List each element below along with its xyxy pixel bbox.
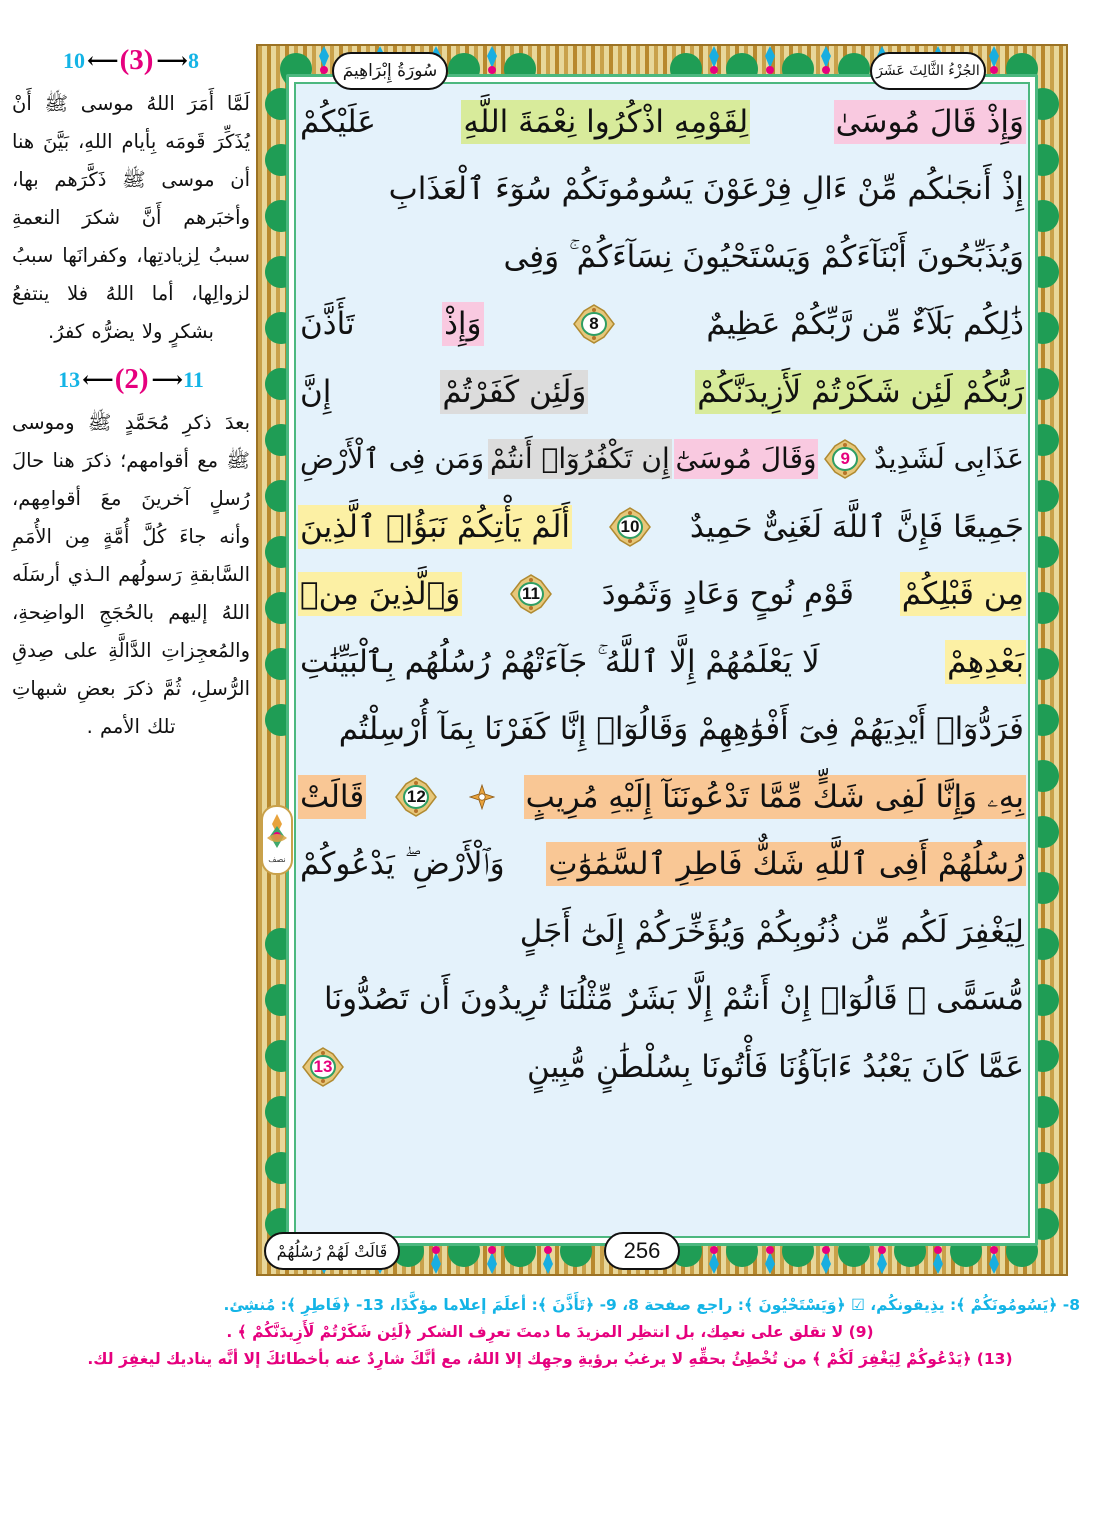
page-number: 256 [623, 1238, 661, 1263]
footer-phrase: قَالَتْ لَهُمْ رُسُلُهُمْ [276, 1241, 388, 1261]
svg-text:نصف: نصف [268, 855, 286, 864]
ayah-number: 9 [840, 449, 851, 469]
ayah-line [298, 831, 1026, 899]
ayah-segment: وَٱلْأَرْضِ ۖ يَدْعُوكُمْ [300, 846, 505, 883]
marker-left-number: 10 [63, 47, 86, 73]
quran-text-frame [256, 44, 1068, 1276]
ayah-segment: وَإِذْ قَالَ مُوسَىٰ [834, 100, 1026, 144]
ayah-segment: إِذْ أَنجَىٰكُم مِّنْ ءَالِ فِرْعَوْنَ يَسُومُونَكُمْ سُوٓءَ ٱلْعَذَابِ [388, 171, 1024, 208]
ayah-segment: وَيُذَبِّحُونَ أَبْنَآءَكُمْ وَيَسْتَحْيُونَ نِسَآءَكُمْ ۚ وَفِى [503, 238, 1024, 275]
ayah-segment: بِهِۦ وَإِنَّا لَفِى شَكٍّ مِّمَّا تَدْعُونَنَآ إِلَيْهِ مُرِيبٍ [524, 775, 1026, 819]
ayah-line [298, 763, 1026, 831]
section-marker-2 [12, 365, 250, 394]
ayah-line [298, 358, 1026, 426]
ayah-line [298, 88, 1026, 156]
ayah-segment: عَلَيْكُمْ [300, 103, 376, 140]
ayah-number-medallion[interactable] [607, 507, 653, 547]
ayah-number-medallion[interactable] [571, 304, 617, 344]
ayah-segment: عَذَابِى لَشَدِيدٌ [874, 442, 1024, 476]
ayah-segment: وَإِذْ [442, 302, 483, 346]
ayah-segment: إِنَّ [300, 373, 332, 410]
tafsir-paragraph-1 [12, 85, 250, 351]
marker2-left-number: 13 [58, 366, 81, 392]
ayah-number: 11 [521, 584, 540, 604]
surah-title: سُورَةُ إِبْرَاهِيمَ [342, 61, 438, 81]
tafsir-text-1: لَمَّا أَمَرَ اللهُ موسى ﷺ أَنْ يُذَكِّرَ قَومَه بِأيام اللهِ، بَيَّنَ هنا أن موسى ﷺ ذَكَّرَهم بها، وأخبَرهم أَنَّ شكرَ النعمةِ سببُ لِزيادتِها، وكفرانَها سببُ لزوالِها، أما اللهُ فلا ينتفعُ بشكرٍ ولا يضرُّه كفرُ. [12, 92, 250, 344]
page-number-cartouche [604, 1232, 680, 1270]
bookmark-tab-icon[interactable] [260, 804, 294, 876]
ayah-segment: رَبُّكُمْ لَئِن شَكَرْتُمْ لَأَزِيدَنَّكُمْ [695, 370, 1026, 414]
marker2-right-number: 11 [183, 366, 204, 392]
ayah-segment: وَمَن فِى ٱلْأَرْضِ [300, 442, 485, 476]
ayah-number-medallion[interactable] [393, 777, 439, 817]
ayah-line [298, 898, 1026, 966]
section-marker-3 [12, 46, 250, 75]
footnotes-section [20, 1292, 1080, 1373]
footnote-line: (9) لا تقلق على نعمِك، بل انتظِر المزيدَ ما دمتَ تعرِف الشكر ﴿لَئِن شَكَرْتُمْ لَأَزِيدَنَّكُمْ ﴾ . [226, 1323, 874, 1342]
ayah-line [298, 696, 1026, 764]
marker-right-number: 8 [187, 47, 199, 73]
tafsir-text-2: بعدَ ذكرِ مُحَمَّدٍ ﷺ وموسى ﷺ مع أقوامهم؛ ذكرَ هنا حالَ رُسلٍ آخرينَ معَ أقوامِهم، وأنه جاءَ كُلَّ أُمَّةٍ مِن الأُمَمِ السَّابقةِ رَسولُهم الـذي أرسَلَه اللهُ إليهم بالحُجَجِ الواضِحةِ، والمُعجِزاتِ الدَّالَّةِ على صِدقِ الرُّسلِ، ثُمَّ ذكرَ بعضِ شبهاتِ تلك الأمم . [12, 411, 250, 739]
ayah-line [298, 156, 1026, 224]
ayah-line [298, 493, 1026, 561]
ayah-line [298, 223, 1026, 291]
ayah-segment: بَعْدِهِمْ [945, 640, 1026, 684]
ayah-number-medallion[interactable] [300, 1047, 346, 1087]
ayah-segment: قَوْمِ نُوحٍ وَعَادٍ وَثَمُودَ [601, 576, 854, 613]
ayah-segment: إِن تَكْفُرُوٓا۟ أَنتُمْ [488, 439, 672, 479]
footer-phrase-cartouche [264, 1232, 400, 1270]
ayah-line [298, 966, 1026, 1034]
ayah-segment: فَرَدُّوٓا۟ أَيْدِيَهُمْ فِىٓ أَفْوَٰهِهِمْ وَقَالُوٓا۟ إِنَّا كَفَرْنَا بِمَآ أُرْسِلْتُم [338, 711, 1024, 748]
marker-paren: (3) [119, 44, 154, 76]
juz-title-cartouche [870, 52, 986, 90]
ayah-number: 13 [313, 1056, 333, 1076]
ayah-segment: وَقَالَ مُوسَىٰٓ [674, 439, 819, 479]
rub-el-hizb-icon [469, 784, 495, 810]
ayah-segment: وَلَئِن كَفَرْتُمْ [440, 370, 588, 414]
ayah-number: 10 [620, 516, 640, 536]
ayah-segment: عَمَّا كَانَ يَعْبُدُ ءَابَآؤُنَا فَأْتُونَا بِسُلْطَٰنٍ مُّبِينٍ [527, 1048, 1024, 1085]
ayah-segment: وَٱلَّذِينَ مِنۢ [298, 572, 462, 616]
ayah-segment: لَا يَعْلَمُهُمْ إِلَّا ٱللَّهُ ۚ جَآءَتْهُمْ رُسُلُهُم بِٱلْبَيِّنَٰتِ [300, 643, 820, 680]
arrow-right-icon: ⟶ [151, 366, 182, 392]
ayah-line [298, 426, 1026, 494]
ayah-segment: مُّسَمًّى ۚ قَالُوٓا۟ إِنْ أَنتُمْ إِلَّا بَشَرٌ مِّثْلُنَا تُرِيدُونَ أَن تَصُدُّونَا [324, 981, 1024, 1018]
ayah-number: 12 [406, 786, 426, 806]
ayah-line [298, 561, 1026, 629]
ayah-segment: قَالَتْ [298, 775, 366, 819]
marker2-paren: (2) [114, 363, 149, 396]
ayah-segment: أَلَمْ يَأْتِكُمْ نَبَؤُا۟ ٱلَّذِينَ [298, 505, 572, 549]
ayah-line [298, 1033, 1026, 1101]
ayah-segment: مِن قَبْلِكُمْ [900, 572, 1026, 616]
ayah-number: 8 [589, 314, 599, 334]
surah-title-cartouche [332, 52, 448, 90]
ayah-segment: جَمِيعًا فَإِنَّ ٱللَّهَ لَغَنِىٌّ حَمِيدٌ [689, 508, 1024, 545]
footnote-line: 8- ﴿يَسُومُونَكُمْ ﴾: يذِيقونكُم، ☑ ﴿وَيَسْتَحْيُونَ ﴾: راجع صفحة 8، 9- ﴿تَأَذَّنَ ﴾: أعلَمَ إعلاما مؤكَّدًا، 13- ﴿فَاطِرِ ﴾: مُنشِئ. [223, 1296, 1080, 1314]
ayah-segment: تَأَذَّنَ [300, 306, 355, 343]
ayah-line [298, 291, 1026, 359]
ayah-line [298, 628, 1026, 696]
ayah-segment: لِقَوْمِهِ اذْكُرُوا نِعْمَةَ اللَّهِ [461, 100, 750, 144]
ayah-segment: رُسُلُهُمْ أَفِى ٱللَّهِ شَكٌّ فَاطِرِ ٱلسَّمَٰوَٰتِ [546, 842, 1026, 886]
juz-title: الجُزْءُ الثَّالِثَ عَشَرَ [876, 63, 980, 79]
footnote-line: (13) ﴿يَدْعُوكُمْ لِيَغْفِرَ لَكُمْ ﴾ من تُخْطِئُ بحقِّهِ لا يرغبُ برؤيةِ وجهِك إلا اللهُ، مع أنَّكَ شارِدٌ عنه بأخطائكَ إلا أنَّه يناديك ليغفِرَ لك. [87, 1350, 1013, 1369]
arrow-left-icon: ⟵ [82, 366, 112, 392]
arrow-right-icon: ⟶ [156, 47, 186, 73]
ayah-number-medallion[interactable] [508, 574, 554, 614]
tafsir-column [12, 46, 250, 1276]
ayah-segment: ذَٰلِكُم بَلَآءٌ مِّن رَّبِّكُمْ عَظِيمٌ [706, 306, 1024, 343]
ayah-number-medallion[interactable] [822, 439, 868, 479]
arrow-left-icon: ⟵ [87, 47, 117, 73]
ayah-lines-container [298, 88, 1026, 1232]
tafsir-paragraph-2 [12, 404, 250, 746]
ayah-segment: لِيَغْفِرَ لَكُم مِّن ذُنُوبِكُمْ وَيُؤَخِّرَكُمْ إِلَىٰٓ أَجَلٍ [519, 913, 1024, 950]
